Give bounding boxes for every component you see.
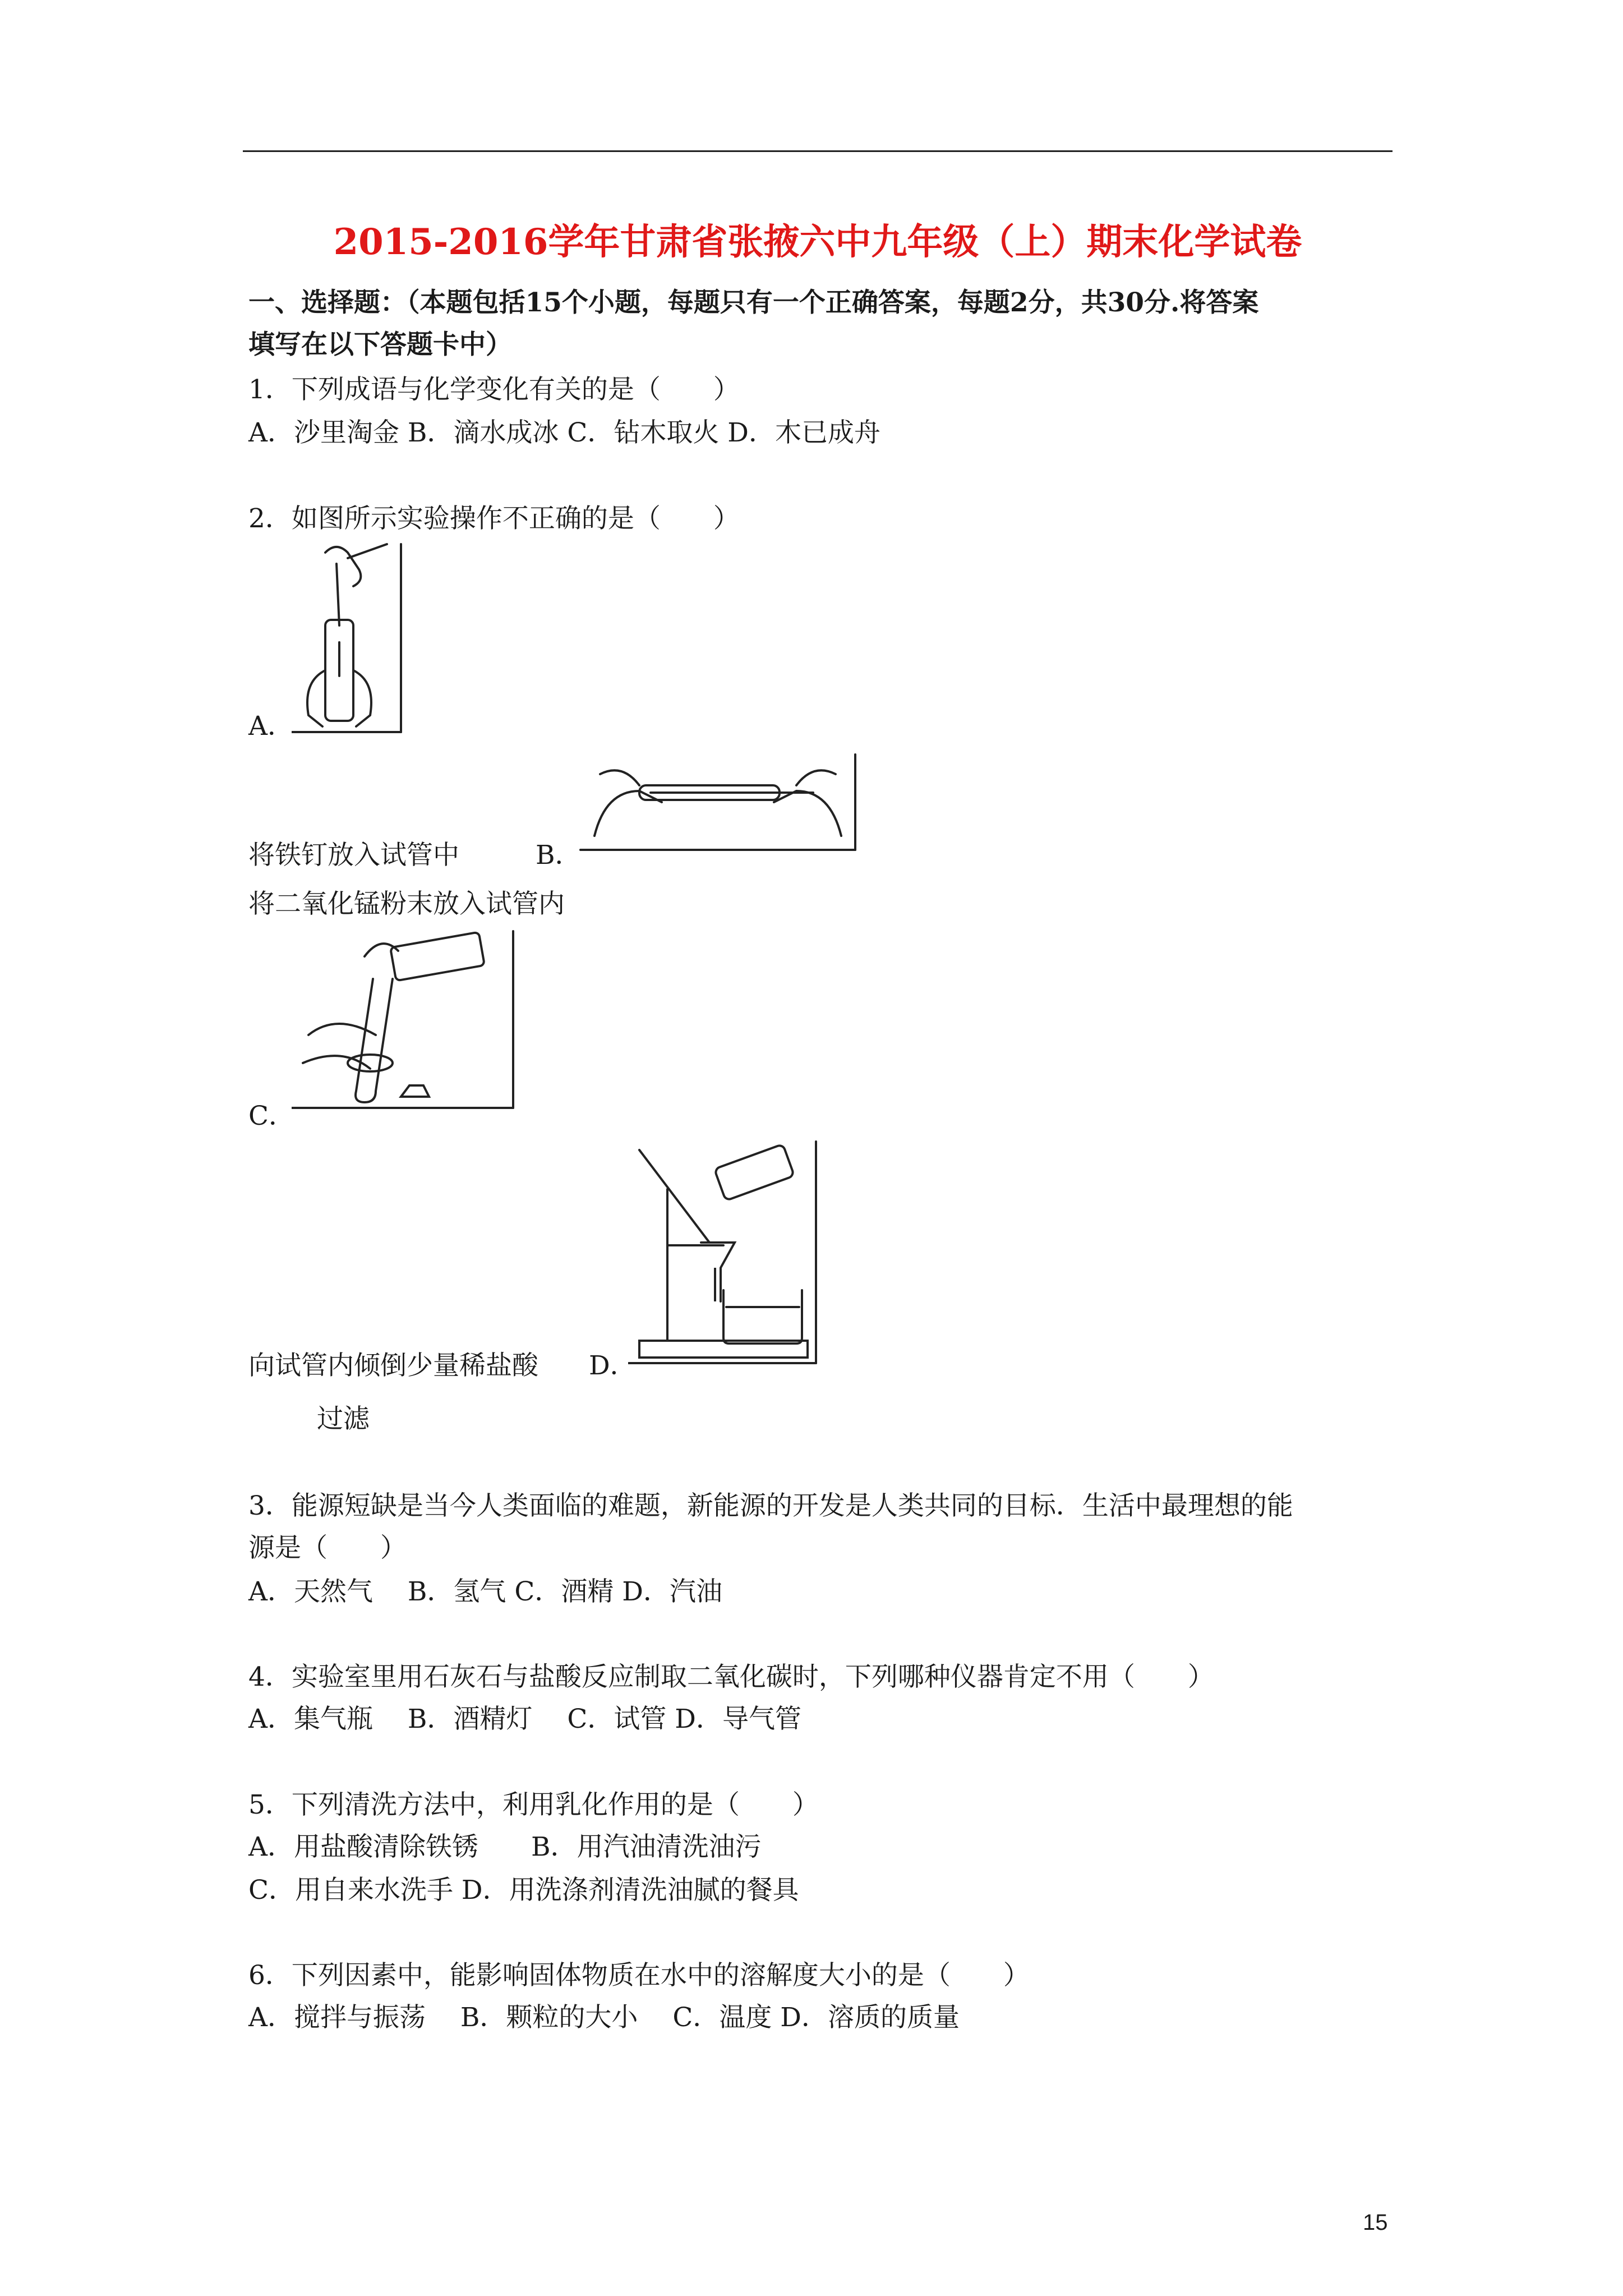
q2-caption-a: 将铁钉放入试管中 — [248, 840, 459, 871]
figure-d-filtration — [628, 1139, 819, 1366]
q2-stem: 2．如图所示实验操作不正确的是（ ） — [248, 503, 740, 534]
q3-options: A．天然气 B．氢气 C．酒精 D．汽油 — [248, 1576, 722, 1607]
q6-stem: 6．下列因素中，能影响固体物质在水中的溶解度大小的是（ ） — [248, 1960, 1030, 1991]
figure-a-nail-into-tube — [292, 541, 404, 735]
section-header-line2: 填写在以下答题卡中） — [248, 329, 512, 360]
q3-stem-line2: 源是（ ） — [248, 1533, 407, 1563]
q1-stem: 1．下列成语与化学变化有关的是（ ） — [248, 374, 740, 405]
q1-options: A．沙里淘金 B．滴水成冰 C．钻木取火 D．木已成舟 — [248, 417, 880, 448]
q4-stem: 4．实验室里用石灰石与盐酸反应制取二氧化碳时，下列哪种仪器肯定不用（ ） — [248, 1662, 1214, 1692]
q2-label-b: B． — [536, 840, 582, 871]
q2-label-c: C． — [248, 1101, 295, 1131]
q2-label-d: D． — [589, 1350, 637, 1381]
q5-options-line1: A．用盐酸清除铁锈 B．用汽油清洗油污 — [248, 1832, 762, 1862]
q2-caption-d: 过滤 — [317, 1404, 370, 1434]
page-number: 15 — [1363, 2210, 1388, 2235]
q2-caption-b: 将二氧化锰粉末放入试管内 — [248, 889, 565, 919]
figure-c-pour-liquid — [292, 928, 516, 1111]
q3-stem-line1: 3．能源短缺是当今人类面临的难题，新能源的开发是人类共同的目标．生活中最理想的能 — [248, 1490, 1293, 1521]
page-title: 2015-2016学年甘肃省张掖六中九年级（上）期末化学试卷 — [333, 221, 1302, 263]
section-header-line1: 一、选择题：（本题包括15个小题，每题只有一个正确答案，每题2分，共30分.将答案 — [248, 287, 1259, 318]
q5-options-line2: C．用自来水洗手 D．用洗涤剂清洗油腻的餐具 — [248, 1875, 799, 1906]
q2-label-a: A． — [248, 711, 294, 742]
header-rule — [243, 150, 1393, 152]
q6-options: A．搅拌与振荡 B．颗粒的大小 C．温度 D．溶质的质量 — [248, 2002, 960, 2033]
q4-options: A．集气瓶 B．酒精灯 C．试管 D．导气管 — [248, 1704, 801, 1734]
q2-caption-c: 向试管内倾倒少量稀盐酸 — [248, 1350, 538, 1381]
q5-stem: 5．下列清洗方法中，利用乳化作用的是（ ） — [248, 1789, 819, 1820]
figure-b-powder-into-tube — [578, 752, 858, 853]
